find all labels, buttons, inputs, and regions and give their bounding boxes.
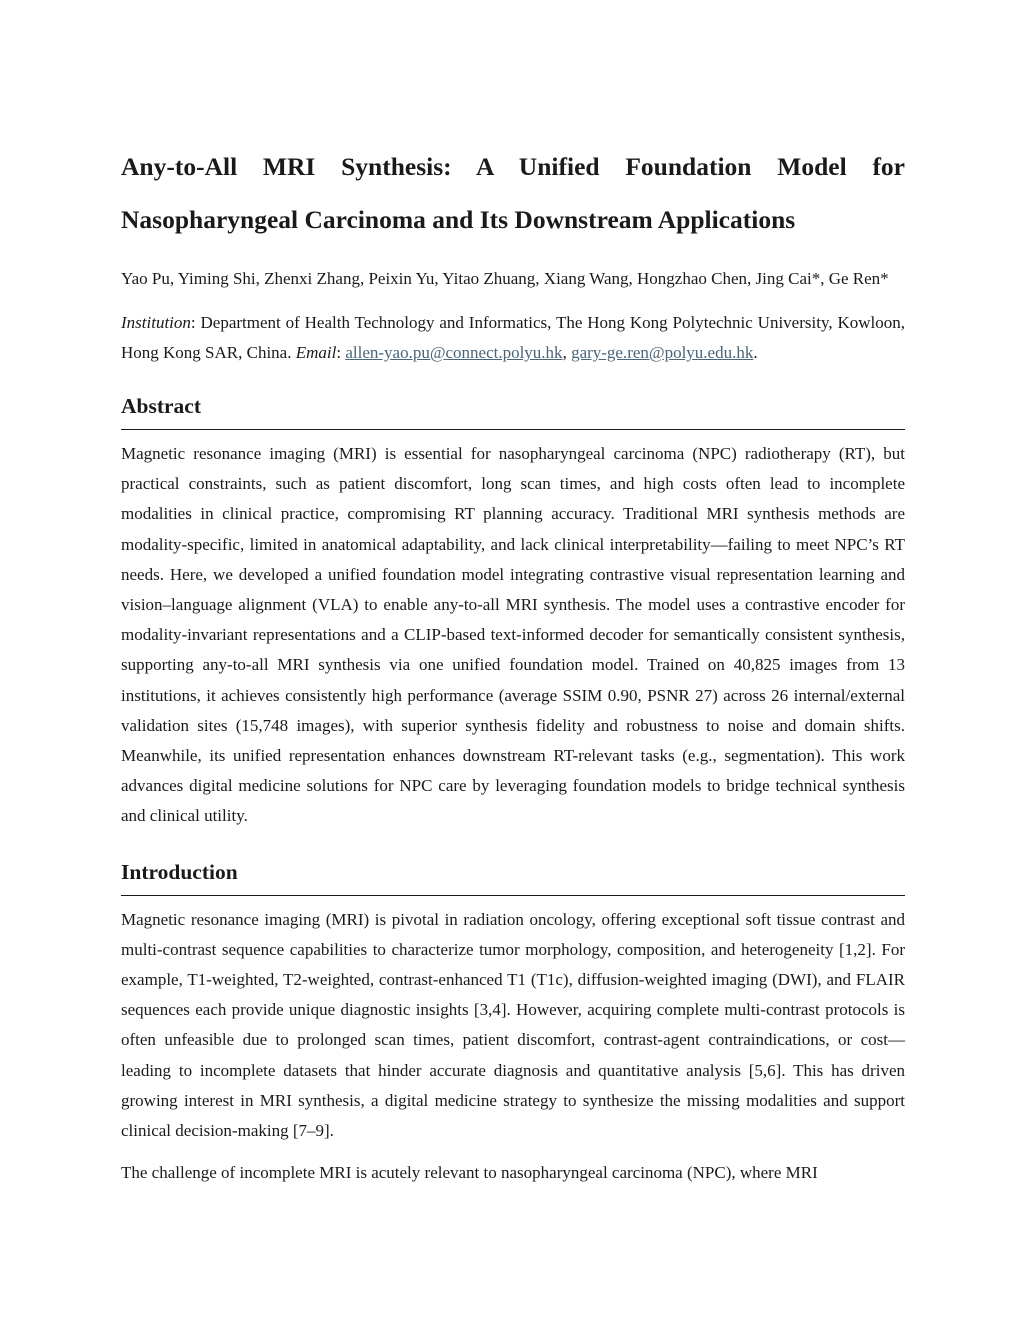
institution-label: Institution	[121, 313, 191, 332]
introduction-heading: Introduction	[121, 860, 905, 896]
paper-title: Any-to-All MRI Synthesis: A Unified Foundation Model for Nasopharyngeal Carcinoma and Its Downstream Applications	[121, 152, 905, 234]
affiliation-block	[121, 308, 905, 368]
email-colon: :	[336, 343, 346, 362]
abstract-text: Magnetic resonance imaging (MRI) is essential for nasopharyngeal carcinoma (NPC) radiotherapy (RT), but practical constraints, such as patient discomfort, long scan times, and high costs often lead to incomplete modalities in clinical practice, compromising RT planning accuracy. Traditional MRI synthesis methods are modality-specific, limited in anatomical adaptability, and lack clinical interpretability—failing to meet NPC’s RT needs. Here, we developed a unified foundation model integrating contrastive visual representation learning and vision–language alignment (VLA) to enable any-to-all MRI synthesis. The model uses a contrastive encoder for modality-invariant representations and a CLIP-based text-informed decoder for semantically consistent synthesis, supporting any-to-all MRI synthesis via one unified foundation model. Trained on 40,825 images from 13 institutions, it achieves consistently high performance (average SSIM 0.90, PSNR 27) across 26 internal/external validation sites (15,748 images), with superior synthesis fidelity and robustness to noise and domain shifts. Meanwhile, its unified representation enhances downstream RT-relevant tasks (e.g., segmentation). This work advances digital medicine solutions for NPC care by leveraging foundation models to bridge technical synthesis and clinical utility.	[121, 444, 905, 826]
introduction-paragraph-1: Magnetic resonance imaging (MRI) is pivotal in radiation oncology, offering exceptional soft tissue contrast and multi-contrast sequence capabilities to characterize tumor morphology, composition, and heterogeneity [1,2]. For example, T1-weighted, T2-weighted, contrast-enhanced T1 (T1c), diffusion-weighted imaging (DWI), and FLAIR sequences each provide unique diagnostic insights [3,4]. However, acquiring complete multi-contrast protocols is often unfeasible due to prolonged scan times, patient discomfort, contrast-agent contraindications, or cost—leading to incomplete datasets that hinder accurate diagnosis and quantitative analysis [5,6]. This has driven growing interest in MRI synthesis, a digital medicine strategy to synthesize the missing modalities and support clinical decision-making [7–9].	[121, 909, 905, 1141]
institution-text: Department of Health Technology and Informatics, The Hong Kong Polytechnic University, Kowloon, Hong Kong SAR, China.	[121, 313, 905, 362]
introduction-paragraph-2: The challenge of incomplete MRI is acutely relevant to nasopharyngeal carcinoma (NPC), where MRI	[121, 1163, 818, 1183]
abstract-heading: Abstract	[121, 394, 905, 430]
institution-colon: :	[190, 313, 201, 332]
email-link-ren[interactable]: gary-ge.ren@polyu.edu.hk	[571, 343, 754, 362]
paper-page	[121, 140, 905, 1188]
email-label: Email	[295, 343, 337, 362]
email-separator: ,	[562, 343, 572, 362]
author-list: Yao Pu, Yiming Shi, Zhenxi Zhang, Peixin Yu, Yitao Zhuang, Xiang Wang, Hongzhao Chen, Jing Cai*, Ge Ren*	[121, 269, 889, 288]
affiliation-end: .	[753, 343, 758, 362]
email-link-pu[interactable]: allen-yao.pu@connect.polyu.hk	[345, 343, 563, 362]
